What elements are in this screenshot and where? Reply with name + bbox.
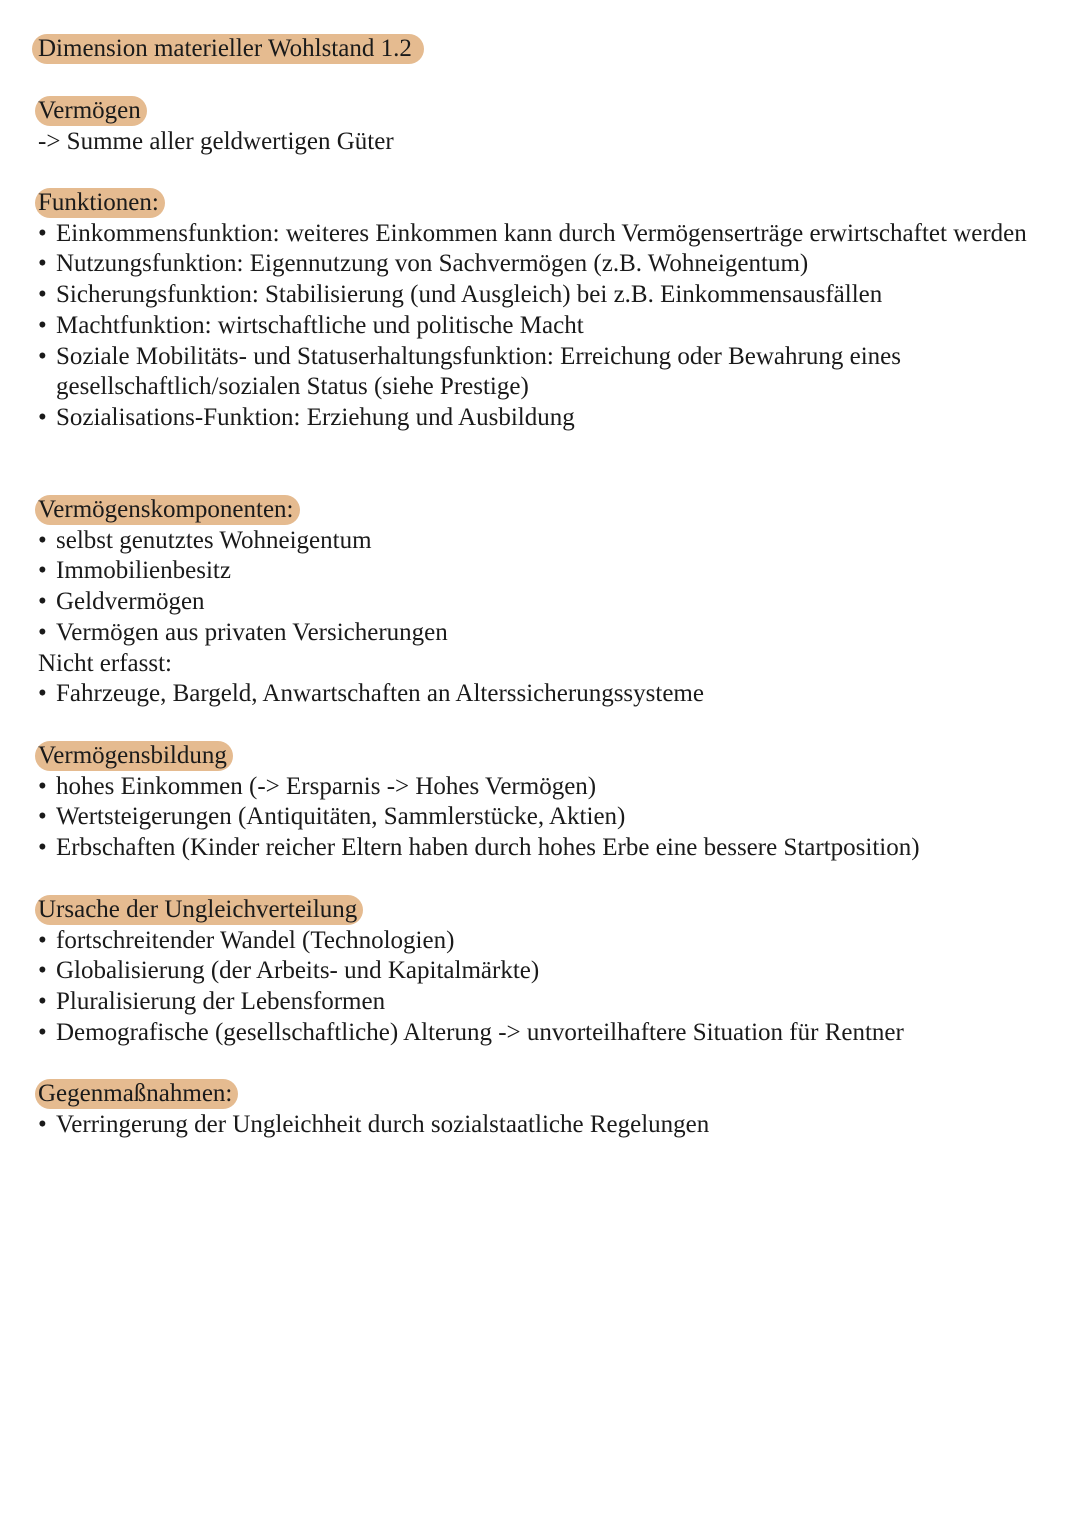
list-item: • Geldvermögen	[38, 587, 1038, 618]
section-heading: Vermögen	[35, 96, 147, 126]
list-item: • Demografische (gesellschaftliche) Alterung -> unvorteilhaftere Situation für Rentner	[38, 1018, 1038, 1049]
bullet-list	[38, 526, 1038, 649]
section-vermoegen	[38, 96, 1038, 157]
section-heading: Vermögensbildung	[35, 741, 233, 771]
list-item: • Verringerung der Ungleichheit durch sozialstaatliche Regelungen	[38, 1110, 1038, 1141]
definition-text: -> Summe aller geldwertigen Güter	[38, 127, 394, 155]
list-item: • Sicherungsfunktion: Stabilisierung (und Ausgleich) bei z.B. Einkommensausfällen	[38, 280, 1038, 311]
bullet-list	[38, 926, 1038, 1049]
section-heading: Ursache der Ungleichverteilung	[35, 895, 363, 925]
list-item: • Erbschaften (Kinder reicher Eltern haben durch hohes Erbe eine bessere Startposition)	[38, 833, 1038, 864]
list-item: • Wertsteigerungen (Antiquitäten, Sammlerstücke, Aktien)	[38, 802, 1038, 833]
list-item: • Pluralisierung der Lebensformen	[38, 987, 1038, 1018]
list-item: • Sozialisations-Funktion: Erziehung und Ausbildung	[38, 403, 1038, 434]
list-item: • Vermögen aus privaten Versicherungen	[38, 618, 1038, 649]
list-item: • Immobilienbesitz	[38, 556, 1038, 587]
section-heading: Funktionen:	[35, 188, 165, 218]
bullet-list	[38, 679, 1038, 710]
bullet-list	[38, 772, 1038, 864]
section-bildung	[38, 741, 1038, 864]
list-item: • Soziale Mobilitäts- und Statuserhaltungsfunktion: Erreichung oder Bewahrung eines gesellschaftlich/sozialen Status (siehe Prestige)	[38, 342, 1038, 403]
list-item: • fortschreitender Wandel (Technologien)	[38, 926, 1038, 957]
title-block	[38, 34, 1038, 65]
list-item: • selbst genutztes Wohneigentum	[38, 526, 1038, 557]
list-item: • hohes Einkommen (-> Ersparnis -> Hohes Vermögen)	[38, 772, 1038, 803]
section-gegenmassnahmen	[38, 1079, 1038, 1140]
section-komponenten	[38, 495, 1038, 710]
section-heading: Vermögenskomponenten:	[35, 495, 300, 525]
list-item: • Globalisierung (der Arbeits- und Kapitalmärkte)	[38, 956, 1038, 987]
bullet-list	[38, 219, 1038, 434]
not-included-label: Nicht erfasst:	[38, 649, 172, 677]
list-item: • Machtfunktion: wirtschaftliche und politische Macht	[38, 311, 1038, 342]
section-ursache	[38, 895, 1038, 1049]
list-item: • Nutzungsfunktion: Eigennutzung von Sachvermögen (z.B. Wohneigentum)	[38, 249, 1038, 280]
bullet-list	[38, 1110, 1038, 1141]
list-item: • Einkommensfunktion: weiteres Einkommen kann durch Vermögenserträge erwirtschaftet werden	[38, 219, 1038, 250]
section-funktionen	[38, 188, 1038, 434]
page-title: Dimension materieller Wohlstand 1.2	[32, 34, 424, 64]
section-heading: Gegenmaßnahmen:	[35, 1079, 238, 1109]
list-item: • Fahrzeuge, Bargeld, Anwartschaften an Alterssicherungssysteme	[38, 679, 1038, 710]
